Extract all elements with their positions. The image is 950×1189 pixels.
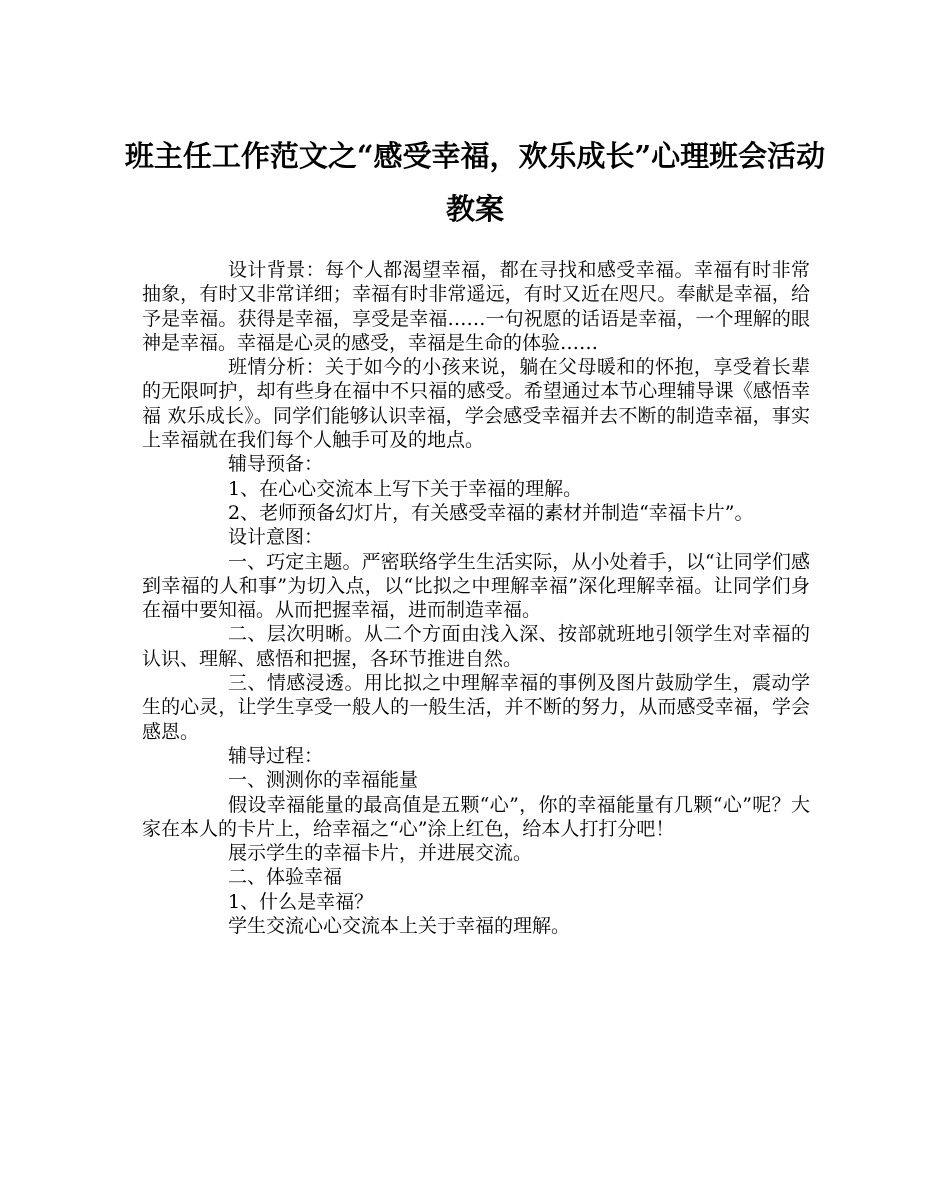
paragraph-step-1-text: 假设幸福能量的最高值是五颗“心”，你的幸福能量有几颗“心”呢？大家在本人的卡片上，给幸福之“心”涂上红色，给本人打打分吧！ bbox=[142, 793, 810, 840]
paragraph-preparation-2: 2、老师预备幻灯片，有关感受幸福的素材并制造“幸福卡片”。 bbox=[228, 501, 754, 524]
paragraph-step-2-question: 1、什么是幸福？ bbox=[228, 890, 374, 913]
document-body bbox=[142, 258, 810, 938]
paragraph-preparation-1: 1、在心心交流本上写下关于幸福的理解。 bbox=[228, 477, 583, 500]
paragraph-class-analysis: 班情分析：关于如今的小孩来说，躺在父母暖和的怀抱，享受着长辈的无限呵护，却有些身在福中不只福的感受。希望通过本节心理辅导课《感悟幸福 欢乐成长》。同学们能够认识幸福，学会感受幸福并去不断的制造幸福，事实上幸福就在我们每个人触手可及的地点。 bbox=[142, 356, 810, 452]
paragraph-step-2-heading: 二、体验幸福 bbox=[228, 866, 343, 889]
paragraph-step-2-text: 学生交流心心交流本上关于幸福的理解。 bbox=[228, 915, 571, 938]
paragraph-intent-1: 一、巧定主题。严密联络学生生活实际，从小处着手，以“让同学们感到幸福的人和事”为切入点，以“比拟之中理解幸福”深化理解幸福。让同学们身在福中要知福。从而把握幸福，进而制造幸福。 bbox=[142, 550, 810, 622]
paragraph-step-1-heading: 一、测测你的幸福能量 bbox=[228, 769, 419, 792]
paragraph-intent-2: 二、层次明晰。从二个方面由浅入深、按部就班地引领学生对幸福的认识、理解、感悟和把握，各环节推进自然。 bbox=[142, 623, 810, 670]
document-title: 班主任工作范文之“感受幸福，欢乐成长”心理班会活动教案 bbox=[124, 139, 826, 226]
paragraph-process-heading: 辅导过程： bbox=[228, 744, 324, 767]
paragraph-intent-3: 三、情感浸透。用比拟之中理解幸福的事例及图片鼓励学生，震动学生的心灵，让学生享受一般人的一般生活，并不断的努力，从而感受幸福，学会感恩。 bbox=[142, 672, 810, 743]
paragraph-design-background: 设计背景：每个人都渴望幸福，都在寻找和感受幸福。幸福有时非常抽象，有时又非常详细；幸福有时非常遥远，有时又近在咫尺。奉献是幸福，给予是幸福。获得是幸福，享受是幸福……一句祝愿的话语是幸福，一个理解的眼神是幸福。幸福是心灵的感受，幸福是生命的体验…… bbox=[142, 259, 810, 354]
paragraph-preparation-heading: 辅导预备： bbox=[228, 453, 324, 476]
paragraph-step-1-share: 展示学生的幸福卡片，并进展交流。 bbox=[228, 842, 533, 865]
paragraph-design-intent-heading: 设计意图： bbox=[228, 526, 324, 549]
